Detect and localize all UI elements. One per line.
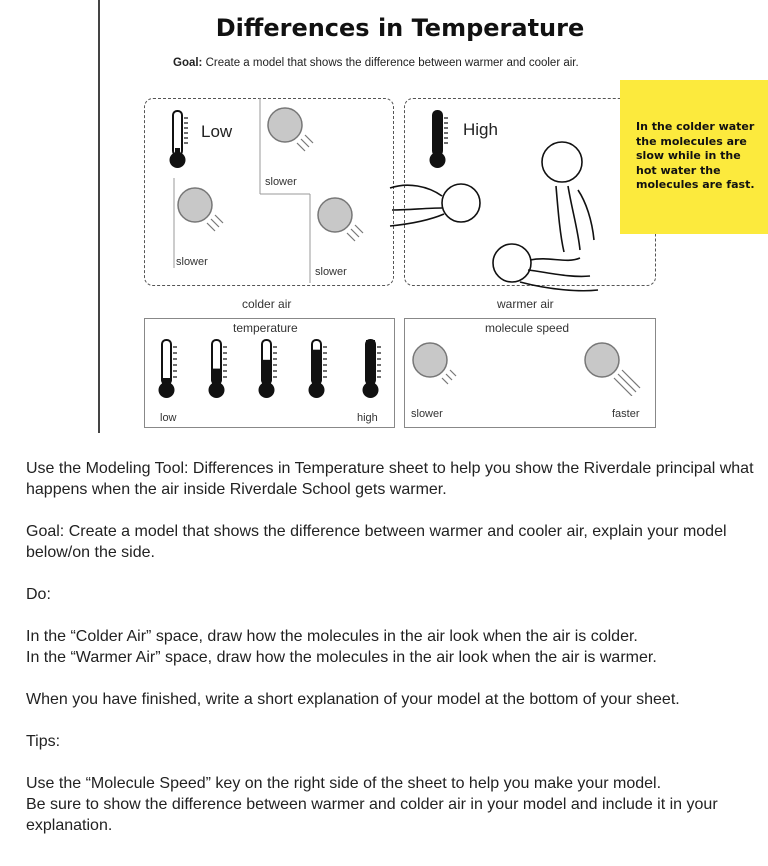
low-label: Low bbox=[201, 122, 233, 141]
sticky-note[interactable]: In the colder water the molecules are slow while in the hot water the molecules are fast. bbox=[620, 80, 768, 234]
molecule-speed-key-title: molecule speed bbox=[485, 321, 570, 335]
goal-label: Goal: bbox=[173, 57, 203, 69]
goal-text: Create a model that shows the difference between warmer and cooler air. bbox=[205, 57, 579, 69]
molecule-icon bbox=[315, 195, 375, 247]
tip-2: Be sure to show the difference between warmer and colder air in your model and include it in your explanation. bbox=[26, 796, 718, 834]
finish-instruction: When you have finished, write a short explanation of your model at the bottom of your sheet. bbox=[26, 691, 680, 708]
high-label: High bbox=[463, 120, 498, 139]
do-step-2: In the “Warmer Air” space, draw how the molecules in the air look when the air is warmer. bbox=[26, 649, 657, 666]
worksheet-title: Differences in Temperature bbox=[215, 14, 585, 42]
do-step-1: In the “Colder Air” space, draw how the molecules in the air look when the air is colder. bbox=[26, 628, 638, 645]
page-edge-line bbox=[98, 0, 100, 433]
instructions-intro: Use the Modeling Tool: Differences in Temperature sheet to help you show the Riverdale principal what happens when the air inside Riverdale School gets warmer. bbox=[26, 460, 754, 498]
warmer-air-caption: warmer air bbox=[497, 297, 554, 311]
tip-1: Use the “Molecule Speed” key on the right side of the sheet to help you make your model. bbox=[26, 775, 662, 792]
thermometer-icon bbox=[159, 340, 178, 398]
thermometer-icon bbox=[363, 340, 382, 398]
colder-air-caption: colder air bbox=[242, 297, 292, 311]
worksheet-goal bbox=[173, 57, 579, 69]
low-thermometer-icon bbox=[164, 108, 192, 172]
molecule-speed-label: slower bbox=[315, 266, 347, 278]
molecule-speed-label: slower bbox=[265, 176, 297, 188]
fast-molecule-icon bbox=[582, 340, 646, 396]
speed-slower-label: slower bbox=[411, 408, 443, 420]
temperature-low-label: low bbox=[160, 412, 177, 424]
do-heading: Do: bbox=[26, 586, 51, 603]
thermometer-icon bbox=[259, 340, 278, 398]
thermometer-icon bbox=[309, 340, 328, 398]
molecule-speed-label: slower bbox=[176, 256, 208, 268]
instructions-goal: Goal: Create a model that shows the difference between warmer and cooler air, explain your model below/on the side. bbox=[26, 523, 727, 561]
speed-faster-label: faster bbox=[612, 408, 640, 420]
temperature-key-title: temperature bbox=[233, 321, 298, 335]
molecule-icon bbox=[175, 185, 235, 237]
hand-drawn-molecules-sketch bbox=[380, 130, 620, 310]
temperature-scale bbox=[150, 336, 390, 402]
tips-heading: Tips: bbox=[26, 733, 61, 750]
thermometer-icon bbox=[209, 340, 228, 398]
molecule-icon bbox=[265, 105, 325, 157]
temperature-high-label: high bbox=[357, 412, 378, 424]
slow-molecule-icon bbox=[410, 340, 470, 392]
